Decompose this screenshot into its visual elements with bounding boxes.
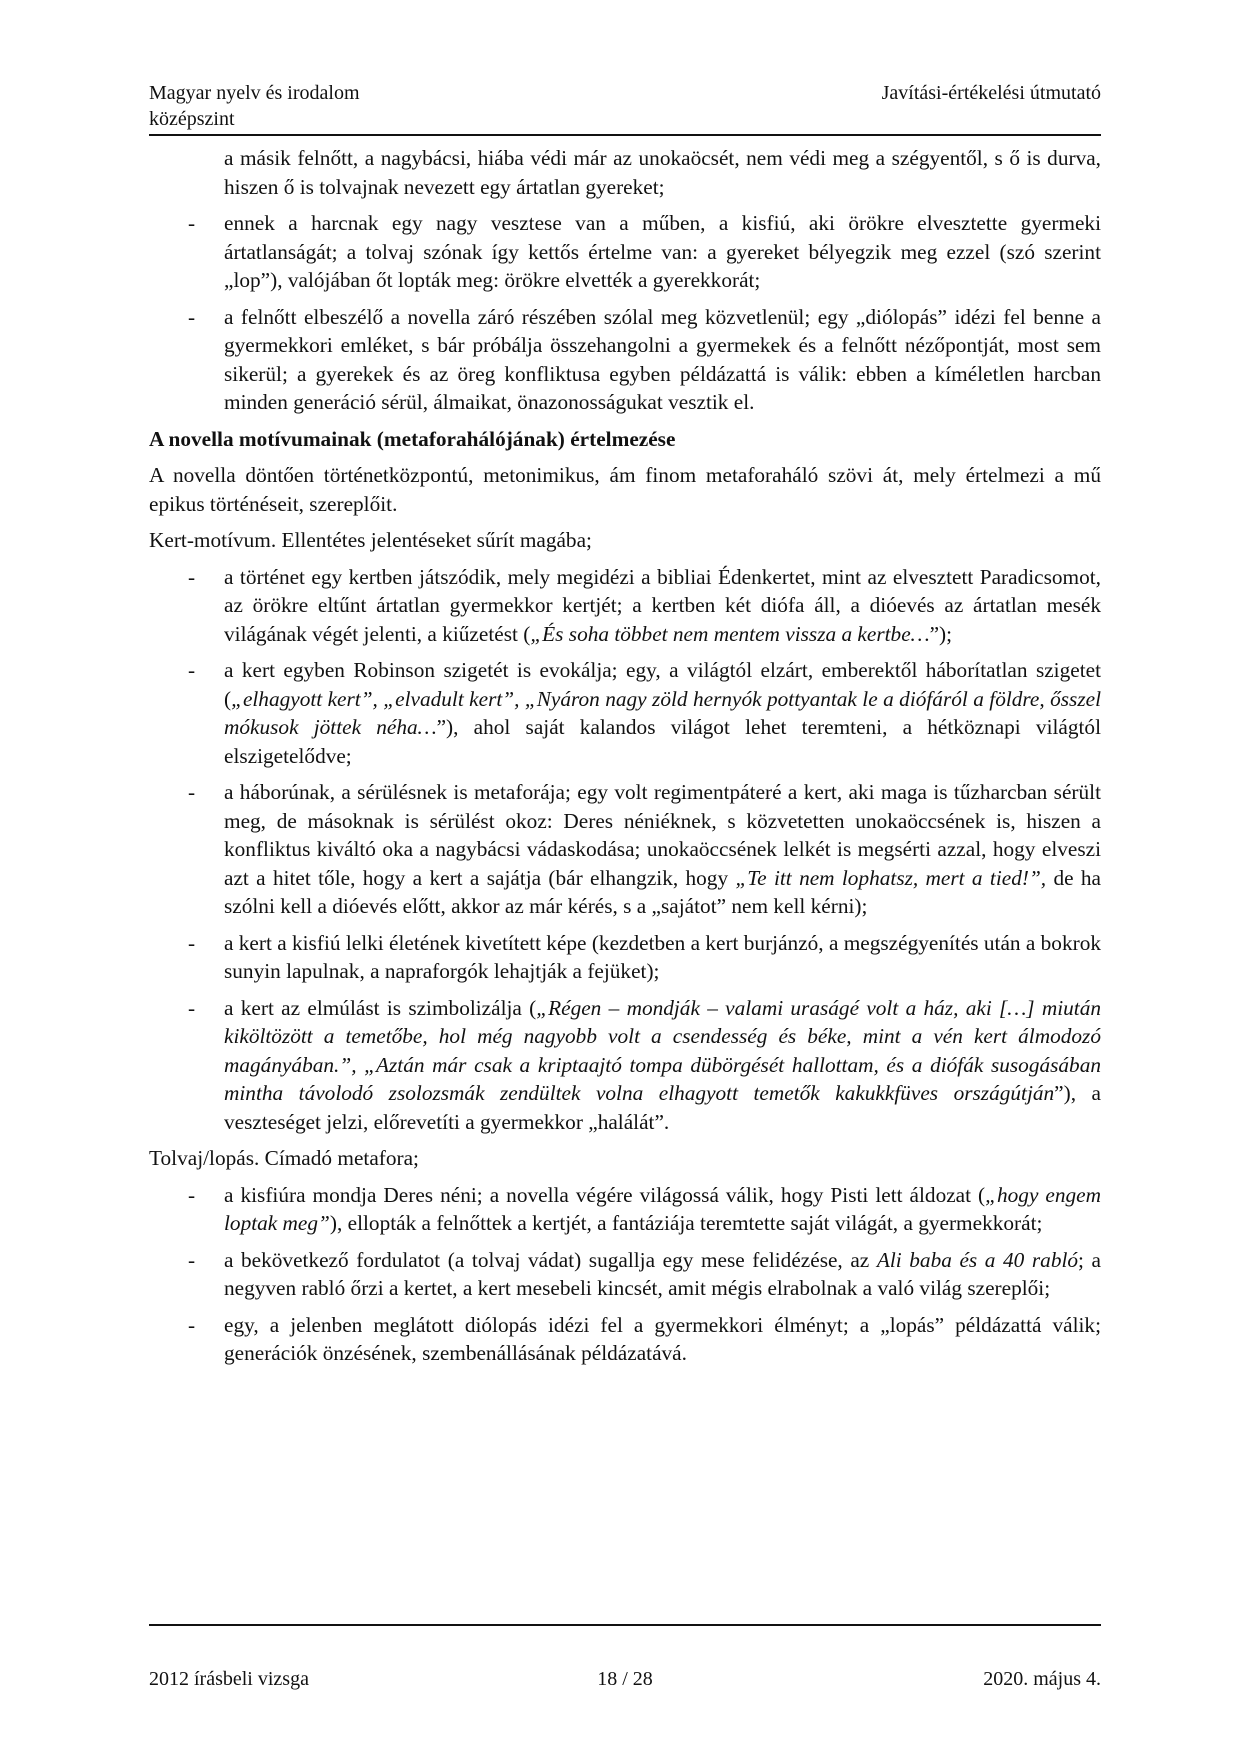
bullet-list-thief xyxy=(149,1181,1101,1368)
document-body xyxy=(149,144,1101,1368)
item-text: a háborúnak, a sérülésnek is metaforája; egy volt regimentpáteré a kert, aki maga is tűzharcban sérült meg, de másoknak is sérülést okoz: Deres néniéknek, s közvetetten unokaöccsének is, hiszen a konfliktus kiváltó oka a nagybácsi vádaskodása; unokaöccsének lelkét is megsérti azzal, hogy elveszi azt a hitet tőle, hogy a kert a sajátja (bár elhangzik, hogy xyxy=(224,780,1101,890)
section-heading: A novella motívumainak (metaforahálójának) értelmezése xyxy=(149,426,676,451)
header-divider xyxy=(149,134,1101,136)
header-level: középszint xyxy=(149,108,235,130)
list-item: - a felnőtt elbeszélő a novella záró részében szólal meg közvetlenül; egy „diólopás” idézi fel benne a gyermekkori emléket, s bár próbálja összehangolni a gyermekek és a felnőtt nézőpontját, most sem sikerül; a gyerekek és az öreg konfliktusa egyben példázattá is válik: ebben a kíméletlen harcban minden generáció sérül, álmaikat, önazonosságukat vesztik el. xyxy=(149,303,1101,417)
item-text: a kert az elmúlást is szimbolizálja ( xyxy=(224,995,537,1020)
item-text: egy, a jelenben meglátott diólopás idézi fel a gyermekkori élményt; a „lopás” példázattá válik; generációk önzésének, szembenállásának példázatává. xyxy=(224,1312,1101,1365)
item-quote: „elhagyott kert”, „elvadult kert”, „Nyáron nagy zöld hernyók pottyantak le a diófáról a földre, ősszel mókusok jöttek néha… xyxy=(224,686,1101,739)
footer-date: 2020. május 4. xyxy=(983,1668,1101,1690)
bullet-list-conflict xyxy=(149,209,1101,417)
item-text: a kert egyben Robinson szigetét is evokálja; egy, a világtól elzárt, emberektől háborítatlan szigetet ( xyxy=(224,658,1101,711)
list-item xyxy=(149,994,1101,1137)
list-item xyxy=(149,778,1101,921)
item-quote: „hogy engem loptak meg” xyxy=(224,1182,1101,1235)
list-item xyxy=(149,1181,1101,1238)
item-text: a kisfiúra mondja Deres néni; a novella végére világossá válik, hogy Pisti lett áldozat ( xyxy=(224,1182,986,1207)
header-left xyxy=(149,80,360,132)
intro-paragraph: A novella döntően történetközpontú, metonimikus, ám finom metaforaháló szövi át, mely értelmezi a mű epikus történéseit, szereplőit. xyxy=(149,463,1101,516)
list-item xyxy=(149,929,1101,986)
item-text: a bekövetkező fordulatot (a tolvaj vádat) sugallja egy mese felidézése, az xyxy=(224,1247,877,1272)
item-quote: „Te itt nem lophatsz, mert a tied!”, xyxy=(735,865,1047,890)
bullet-continuation: a másik felnőtt, a nagybácsi, hiába védi már az unokaöcsét, nem védi meg a szégyentől, s ő is durva, hiszen ő is tolvajnak nevezett egy ártatlan gyereket; xyxy=(224,146,1101,199)
page-header xyxy=(149,80,1101,132)
item-tail: ), ellopták a felnőttek a kertjét, a fantáziája teremtette saját világát, a gyermekkorát; xyxy=(329,1211,1043,1235)
item-quote: „Régen – mondják – valami uraságé volt a ház, aki […] miután kiköltözött a temetőbe, hol még nagyobb volt a csendesség és béke, mint a vén kert álmodozó magányában.”, „Aztán már csak a kriptaajtó tompa dübörgését hallottam, és a diófák susogásában mintha távolodó zsolozsmák zendültek volna elhagyott temetők kakukkfüves országútján xyxy=(224,995,1102,1105)
document-page xyxy=(149,80,1101,1376)
page-number: 18 / 28 xyxy=(597,1668,653,1690)
item-text: a történet egy kertben játszódik, mely megidézi a bibliai Édenkertet, mint az elvesztett Paradicsomot, az örökre eltűnt ártatlan gyermekkor kertjét; a kertben két diófa áll, a dióevés az ártatlan mesék világának végét jelenti, a kiűzetést ( xyxy=(224,564,1101,646)
footer-divider xyxy=(149,1624,1101,1626)
garden-motif-intro: Kert-motívum. Ellentétes jelentéseket sűrít magába; xyxy=(149,528,592,552)
item-quote: „És soha többet nem mentem vissza a kertbe… xyxy=(530,621,930,646)
footer-exam: 2012 írásbeli vizsga xyxy=(149,1668,309,1690)
item-tail: ; a negyven rabló őrzi a kertet, a kert mesebeli kincsét, amit mégis elrabolnak a való világ szereplői; xyxy=(224,1247,1101,1300)
thief-motif-intro: Tolvaj/lopás. Címadó metafora; xyxy=(149,1146,419,1170)
list-item xyxy=(149,563,1101,649)
item-text: a kert a kisfiú lelki életének kivetített képe (kezdetben a kert burjánzó, a megszégyenítés után a bokrok sunyin lapulnak, a napraforgók lehajtják a fejüket); xyxy=(224,930,1101,983)
bullet-list-garden xyxy=(149,563,1101,1137)
item-tail: ”), a veszteséget jelzi, előrevetíti a gyermekkor „halálát”. xyxy=(224,1081,1101,1134)
list-item xyxy=(149,1246,1101,1303)
item-tail: ”); xyxy=(929,621,953,646)
item-tail: ”), ahol saját kalandos világot lehet teremteni, a hétköznapi világtól elszigetelődve; xyxy=(224,715,1101,768)
list-item xyxy=(149,1311,1101,1368)
item-quote: Ali baba és a 40 rabló xyxy=(876,1247,1079,1272)
list-item: - ennek a harcnak egy nagy vesztese van a műben, a kisfiú, aki örökre elvesztette gyermeki ártatlanságát; a tolvaj szónak így kettős értelme van: a gyereket bélyegzik meg ezzel (szó szerint „lop”), valójában őt lopták meg: örökre elvették a gyerekkorát; xyxy=(149,209,1101,295)
header-doc-type: Javítási-értékelési útmutató xyxy=(881,82,1101,104)
item-tail: de ha szólni kell a dióevés előtt, akkor az már kérés, s a „sajátot” nem kell kérni); xyxy=(224,865,1102,918)
header-subject: Magyar nyelv és irodalom xyxy=(149,82,360,104)
list-item xyxy=(149,656,1101,770)
